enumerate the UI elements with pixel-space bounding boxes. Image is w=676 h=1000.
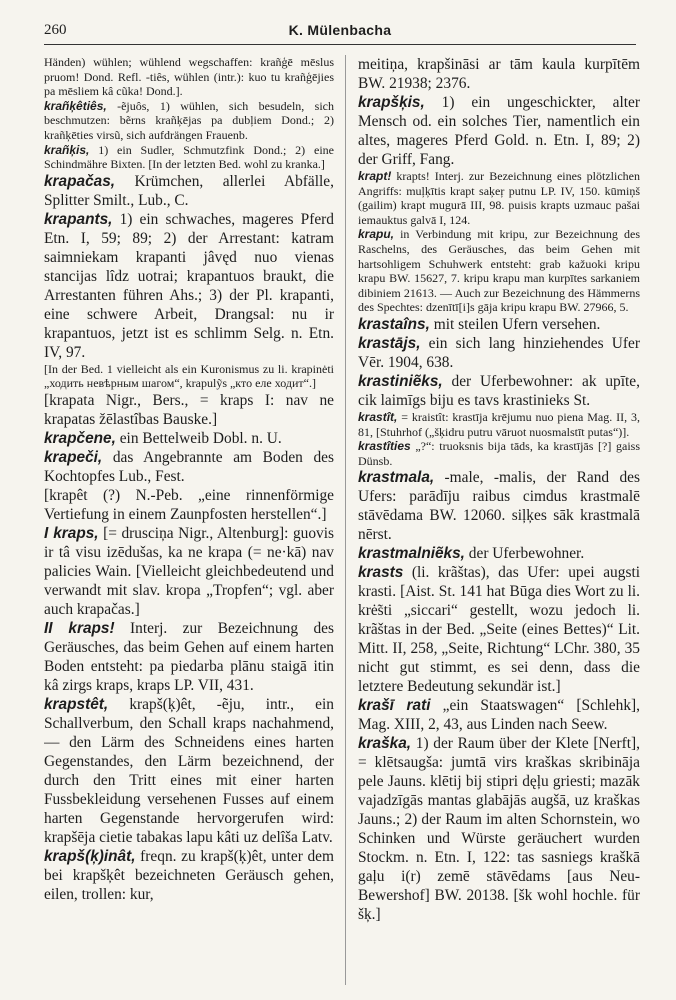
- entry-text: krapš(ķ)êt, -ẽju, intr., ein Schallverbum, den Schall kraps nachahmend, — den Lärm des Schneidens eines harten Gegenstandes, den Lärm bezeichnend, der durch den Tritt eines mit einer harten Fussbekleidung versehenen Fusses auf einem harten Gegenstande hervorgerufen wird: krapšēja cietie tabakas lapu kâti uz delîša Latv.: [44, 695, 334, 846]
- entry-headword: krapačas,: [44, 172, 116, 190]
- entry-headword: krañķêtiês,: [44, 98, 107, 113]
- entry-text: der Uferbewohner.: [464, 545, 585, 563]
- entry-headword: krapš(ķ)inât,: [44, 847, 136, 865]
- entry-headword: krastmalniẽks,: [358, 545, 465, 563]
- entry-headword: krapants,: [44, 210, 113, 228]
- entry-headword: krañķis,: [44, 142, 90, 157]
- entry-headword: krastît,: [358, 409, 398, 424]
- entry-text: 1) ein Sudler, Schmutzfink Dond.; 2) eine Schindmähre Bixten. [In der letzten Bed. wohl zu kranka.]: [44, 142, 334, 172]
- dictionary-entry: [44, 524, 334, 619]
- dictionary-entry: [44, 99, 334, 143]
- entry-headword: II kraps!: [44, 619, 115, 637]
- entry-text: der Uferbewohner: ak upīte, cik laimīgs biju es tavs krastinieks St.: [358, 372, 640, 409]
- entry-text: [krapata Nigr., Bers., = kraps I: nav ne krapatas žēlastîbas Bauske.]: [44, 391, 334, 428]
- entry-headword: krastaîns,: [358, 315, 430, 333]
- entry-headword: kraška,: [358, 735, 412, 753]
- dictionary-entry: [358, 544, 640, 563]
- entry-text: -ẽjuôs, 1) wühlen, sich besudeln, sich beschmutzen: bẽrns krañķējas pa dubļiem Dond.; 2) krañķēties virsũ, sich aufdrängen Frauenb.: [44, 98, 334, 142]
- entry-headword: krasts: [358, 564, 404, 582]
- entry-headword: I kraps,: [44, 524, 99, 542]
- right-column: [358, 55, 640, 985]
- entry-text: ein Bettelweib Dobl. n. U.: [115, 429, 282, 447]
- entry-headword: krapstêt,: [44, 695, 109, 713]
- dictionary-entry: [44, 695, 334, 847]
- dictionary-entry: [358, 410, 640, 439]
- dictionary-entry: [44, 429, 334, 448]
- entry-text: = kraistît: krastīja krējumu nuo piena Mag. II, 3, 81, [Stuhrhof („šķidru putru vāruot nuosmalstīt putas“)].: [358, 409, 640, 439]
- entry-text: Händen) wühlen; wühlend wegschaffen: krañģē mēslus pruom! Dond. Refl. -tiês, wühlen (intr.): kuo tu krañģējies pa mēsliem kâ cũka! Dond.].: [44, 55, 334, 99]
- dictionary-entry: [44, 172, 334, 210]
- left-column: [44, 55, 334, 985]
- entry-headword: krastājs,: [358, 334, 421, 352]
- entry-text: 1) der Raum über der Klete [Nerft], = klētsaugša: jumtā virs kraškas skribināja pele Jauns. klētij bij stipri dęļu griesti; mazāk vajadzīgās mantas glabājās augšā, uz kraškas Jauns.; 2) der Raum im alten Schornstein, wo Schinken und Würste geräuchert wurden Stockm. n. Etn. I, 122: tas sasniegs kraškā gaļu i(r) zemē stāvēdams [aus Neu-Bewershof] BW. 20138. [šk wohl hochle. für šķ.]: [358, 735, 640, 924]
- dictionary-entry: [358, 372, 640, 410]
- page-header: [44, 22, 636, 45]
- running-title: K. Mülenbacha: [288, 22, 392, 38]
- entry-headword: krapt!: [358, 169, 392, 183]
- entry-text: das Angebrannte am Boden des Kochtopfes Lub., Fest.: [44, 448, 334, 485]
- entry-text: [= drusciņa Nigr., Altenburg]: guovis ir tâ visu izēdušas, ka ne krapa (= ne·kā) nav palicies Wain. [Vielleicht gleichbedeutend und verwandt mit slav. kropa „Tropfen“; vgl. aber auch krapačas.]: [44, 524, 334, 618]
- dictionary-entry: [358, 55, 640, 93]
- entry-text: Krümchen, allerlei Abfälle, Splitter Smilt., Lub., C.: [44, 172, 334, 209]
- dictionary-entry: [358, 227, 640, 315]
- dictionary-entry: [358, 93, 640, 169]
- entry-headword: krapčene,: [44, 429, 116, 447]
- dictionary-entry: [358, 334, 640, 372]
- dictionary-entry: [358, 696, 640, 734]
- dictionary-entry: [44, 391, 334, 429]
- entry-headword: krapeči,: [44, 448, 103, 466]
- dictionary-entry: [44, 210, 334, 362]
- entry-headword: krapšķis,: [358, 94, 425, 111]
- entry-text: -male, -malis, der Rand des Ufers: parādīju raibus cimdus krastmalē stāvēdama BW. 12060. siļķes sāk krastmalā nērst.: [358, 469, 640, 544]
- dictionary-entry: [358, 169, 640, 227]
- entry-text: 1) ein ungeschickter, alter Mensch od. ein solches Tier, namentlich ein altes, mageres Pferd Gold. n. Etn. I, 89; 2) der Griff, Fang.: [358, 94, 640, 168]
- entry-text: [In der Bed. 1 vielleicht als ein Kuronismus zu li. krapinėti „ходить невѣрным шагом“, krapulỹs „кто еле ходит“.]: [44, 361, 334, 391]
- entry-text: in Verbindung mit kripu, zur Bezeichnung des Raschelns, des Geräusches, das beim Gehen mit hartsohligem Schuhwerk entsteht: grab kažuoki kripu krapu BW. 15627, 7. kripu krapu man kurpītes sarkaniem dibiniem 21613. — Auch zur Bezeichnung des Hämmerns des Spechtes: dzenītī[i]s gāja kripu krapu BW. 27966, 5.: [358, 227, 640, 315]
- entry-headword: krastîties: [358, 439, 411, 454]
- dictionary-entry: [44, 362, 334, 391]
- entry-text: freqn. zu krapš(ķ)êt, unter dem bei krapšķêt bezeichneten Geräusch gehen, eilen, trollen: kur,: [44, 847, 334, 903]
- entry-text: (li. krãštas), das Ufer: upei augsti krasti. [Aist. St. 141 hat Būga dies Wort zu li. krė̃sti „siccari“ gestellt, wozu jedoch li. krãštas in der Bed. „Seite (eines Bettes)“ Lit. Mitt. II, 258, „Seite, Richtung“ LChr. 380, 35 nicht gut stimmt, es sei denn, dass die letztere Bedeutung sekundär ist.]: [358, 564, 640, 696]
- dictionary-entry: [358, 468, 640, 544]
- dictionary-entry: [44, 143, 334, 172]
- entry-text: „?“: truoksnis bija tāds, ka krastījās [?] gaiss Dünsb.: [358, 439, 640, 468]
- column-divider: [345, 55, 346, 985]
- dictionary-entry: [44, 448, 334, 486]
- entry-headword: krašī rati: [358, 697, 431, 715]
- entry-text: [krapêt (?) N.-Peb. „eine rinnenförmige Vertiefung in einem Zaunpfosten herstellen“.]: [44, 486, 334, 523]
- entry-text: 1) ein schwaches, mageres Pferd Etn. I, 59; 89; 2) der Arrestant: katram saimniekam krapanti jâvęd nuo vienas stancijas lîdz uotrai; krapantuos braukt, die Arrestanten führen Ahs.; 3) der Pl. krapanti, eine schwere Arbeit, Drangsal: nu ir krapantuos, jetzt ist es schlimm Selg. n. Etn. IV, 97.: [44, 210, 334, 361]
- entry-text: meitiņa, krapšināsi ar tām kaula kurpītēm BW. 21938; 2376.: [358, 56, 640, 92]
- dictionary-entry: [44, 619, 334, 695]
- dictionary-entry: [358, 315, 640, 334]
- entry-headword: krastiniẽks,: [358, 372, 443, 390]
- dictionary-entry: [44, 847, 334, 904]
- entry-text: mit steilen Ufern versehen.: [429, 315, 601, 333]
- dictionary-entry: [358, 439, 640, 468]
- entry-text: ein sich lang hinziehendes Ufer Vēr. 1904, 638.: [358, 334, 640, 371]
- dictionary-entry: [358, 734, 640, 924]
- entry-headword: krapu,: [358, 227, 395, 242]
- entry-text: „ein Staatswagen“ [Schlehk], Mag. XIII, 2, 43, aus Linden nach Seew.: [358, 697, 640, 734]
- dictionary-entry: [44, 55, 334, 99]
- page-number: 260: [44, 22, 67, 38]
- dictionary-entry: [44, 486, 334, 524]
- entry-headword: krastmala,: [358, 469, 435, 487]
- dictionary-entry: [358, 563, 640, 696]
- entry-text: krapts! Interj. zur Bezeichnung eines plötzlichen Angriffs: muļķītis krapt saķeŗ putnu LP. IV, 150. kūmiņš (gailim) krapt mugurā III, 98. puisis krapts uzmauc pašai iemauktus galvā I, 124.: [358, 169, 640, 227]
- entry-text: Interj. zur Bezeichnung des Geräusches, das beim Gehen auf einem harten Boden entsteht: pa piedarba plānu staigā itin kâ zirgs kraps, kraps LP. VII, 431.: [44, 619, 334, 694]
